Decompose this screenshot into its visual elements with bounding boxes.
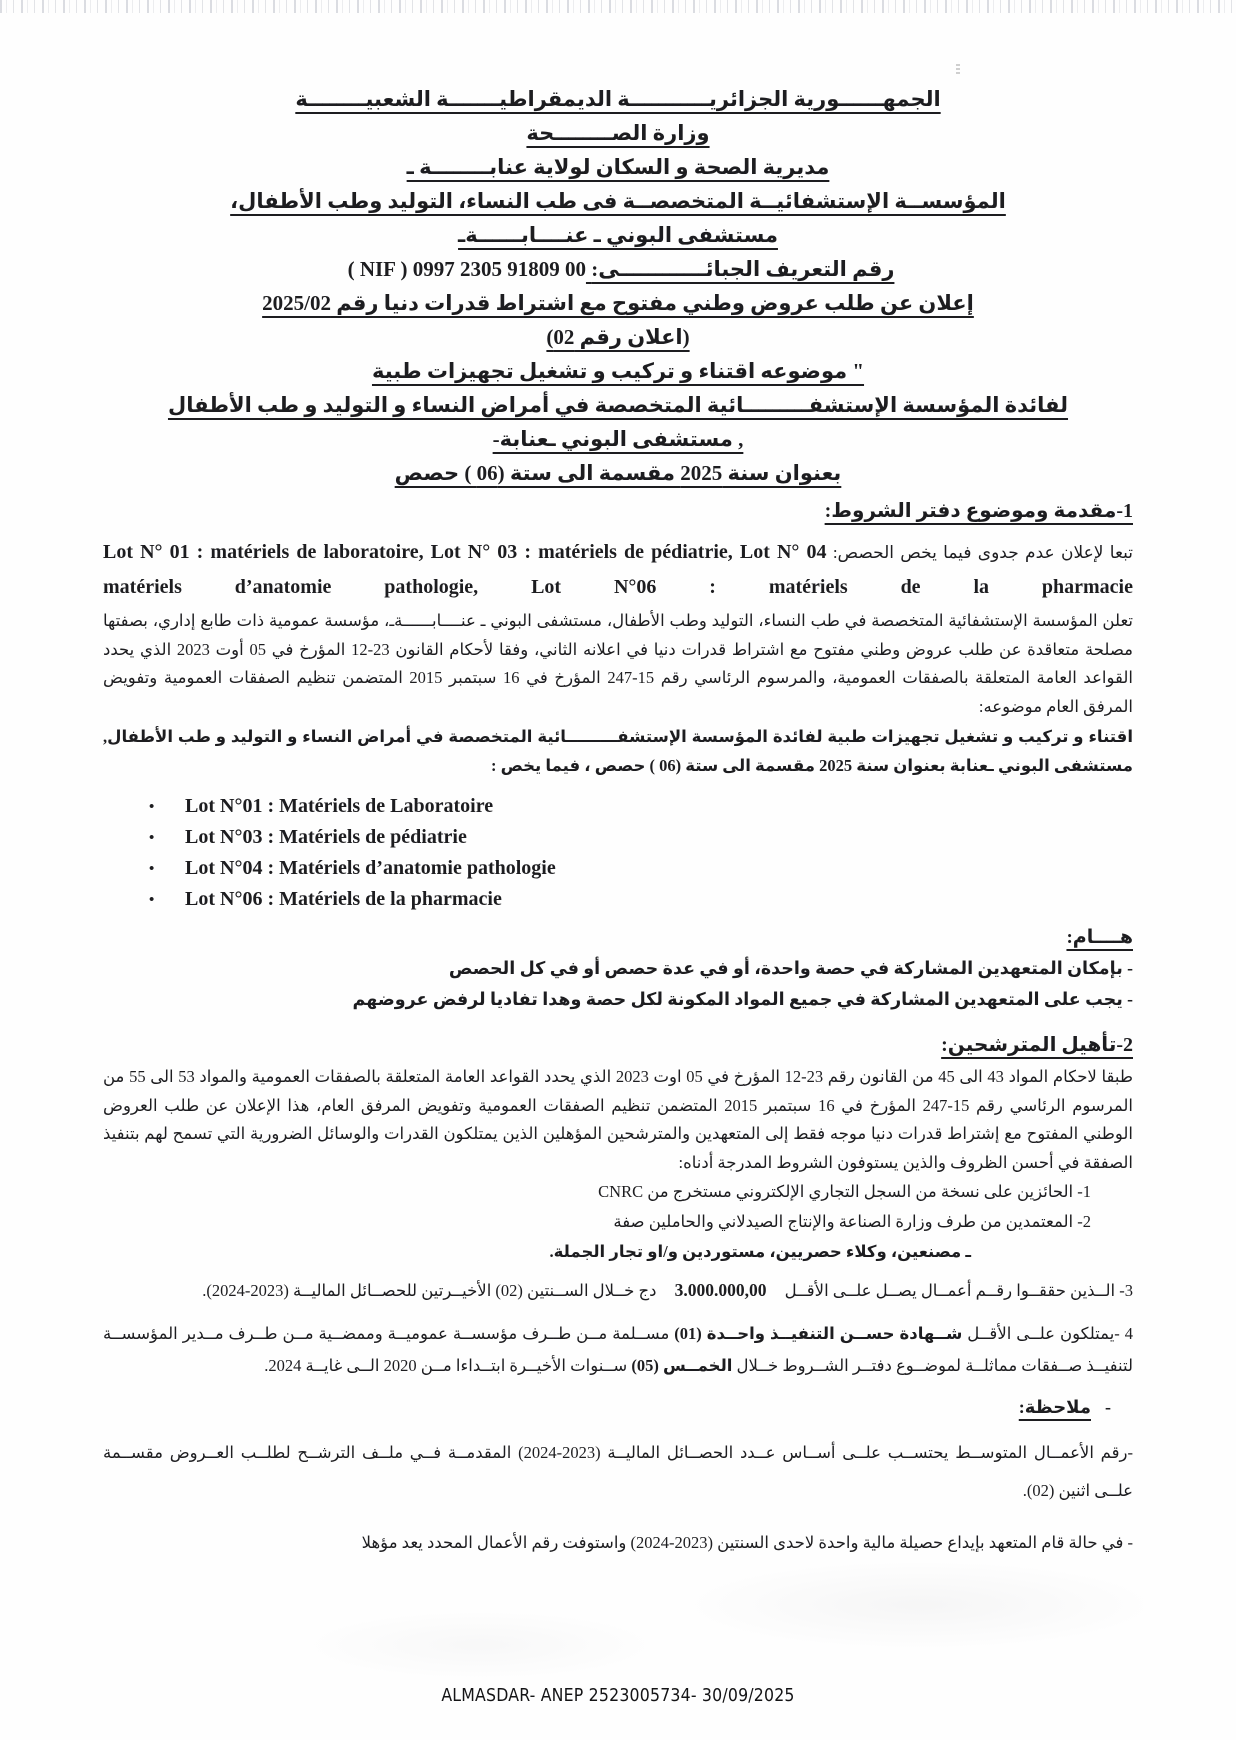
item3-text-start: 3- الــذين حققــوا رقــم أعمــال يصــل علــى الأقــل <box>784 1281 1133 1300</box>
lot-item-01 <box>149 791 1133 822</box>
remark-heading <box>103 1392 1133 1422</box>
tax-id-label: رقم التعريف الجبائــــــــــــى: <box>591 257 895 281</box>
important-note-1: - بإمكان المتعهدين المشاركة في حصة واحدة، أو في عدة حصص أو في كل الحصص <box>448 958 1133 978</box>
bullet-icon: • <box>149 799 155 815</box>
item4-text-mid: مســلمة مــن طــرف مؤسســة عموميــة وممضــية مــن طــرف مــدير المؤسســة لتنفيــذ صــفقات مماثلــة لموضــوع دفتــر الشــروط خــلال <box>103 1324 1133 1375</box>
lot-item-label: Lot N°06 : Matériels de la pharmacie <box>185 888 502 910</box>
header-ministry-line: وزارة الصــــــــحة <box>526 121 710 145</box>
section1-intro-french-lots: Lot N° 01 : matériels de laboratoire, Lot N° 03 : matériels de pédiatrie, Lot N° 04 matériels d’anatomie pathologie, Lot N°06 : matériels de la pharmacie <box>103 541 1133 598</box>
scan-smudge-artifact <box>300 1610 660 1680</box>
qualification-item-1: 1- الحائزين على نسخة من السجل التجاري الإلكتروني مستخرج من CNRC <box>598 1182 1091 1201</box>
qualification-item-4 <box>103 1318 1133 1382</box>
lot-item-label: Lot N°01 : Matériels de Laboratoire <box>185 795 494 817</box>
section2-title: 2-تأهيل المترشحين: <box>941 1034 1133 1056</box>
section1-title: 1-مقدمة وموضوع دفتر الشروط: <box>824 500 1133 522</box>
anep-footer-line: ALMASDAR- ANEP 2523005734- 30/09/2025 <box>441 1686 795 1706</box>
important-block <box>103 923 1133 1015</box>
bullet-icon: • <box>149 892 155 908</box>
section2-body-paragraph: طبقا لاحكام المواد 43 الى 45 من القانون رقم 23-12 المؤرخ في 05 اوت 2023 الذي يحدد القواعد العامة المتعلقة بالصفقات العمومية والمواد 53 الى 55 من المرسوم الرئاسي رقم 15-247 المؤرخ في 16 سبتمبر 2015 المتضمن تنظيم الصفقات العمومية وتفويض المرفق العام، هذا الإعلان عن طلب العروض الوطني المفتوح مع إشتراط قدرات دنيا موجه فقط إلى المتعهدين والمترشحين المؤهلين الذين يمتلكون القدرات والوسائل الضرورية التي تسمح لهم بتنفيذ الصفقة في أحسن الظروف والذين يستوفون الشروط المدرجة أدناه: <box>103 1067 1134 1172</box>
qualification-item-2-sub: ـ مصنعين، وكلاء حصريين، مستوردين و/او تجار الجملة. <box>549 1242 971 1261</box>
qualification-item-3 <box>103 1275 1133 1306</box>
lot-item-06 <box>149 884 1133 915</box>
qualification-item-2: 2- المعتمدين من طرف وزارة الصناعة والإنتاج الصيدلاني والحاملين صفة <box>613 1212 1091 1231</box>
qualification-list <box>103 1177 1133 1267</box>
announcement-beneficiary-line: لفائدة المؤسسة الإستشفـــــــــائية المتخصصة في أمراض النساء و التوليد و طب الأطفال <box>167 393 1069 417</box>
item4-text-end: ســنوات الأخيــرة ابتــداءا مــن 2020 الــى غايــة 2024. <box>264 1356 628 1375</box>
important-note-2: - يجب على المتعهدين المشاركة في جميع المواد المكونة لكل حصة وهدا تفاديا لرفض عروضهم <box>352 989 1133 1009</box>
section1-intro-arabic: تبعا لإعلان عدم جدوى فيما يخص الحصص: <box>832 543 1134 562</box>
bullet-icon: • <box>149 861 155 877</box>
announcement-hospital-line: , مستشفى البوني ـعنابة- <box>492 427 744 451</box>
important-title: هــــام: <box>1066 927 1133 948</box>
scan-edge-artifact <box>0 0 1236 13</box>
remark-dash: - <box>1105 1397 1111 1417</box>
scan-smudge-artifact <box>680 1560 1160 1650</box>
remark-title: ملاحظة: <box>1018 1397 1091 1417</box>
announcement-title-line: إعلان عن طلب عروض وطني مفتوح مع اشتراط قدرات دنيا رقم 2025/02 <box>262 291 974 315</box>
section1-body-paragraph: تعلن المؤسسة الإستشفائية المتخصصة في طب النساء، التوليد وطب الأطفال، مستشفى البوني ـ عنــــابــــــةـ، مؤسسة عمومية ذات طابع إداري، بصفتها مصلحة متعاقدة عن طلب عروض وطني مفتوح مع اشتراط قدرات دنيا في اعلانه الثاني، وفقا لأحكام القانون 23-12 المؤرخ في 05 أوت 2023 الذي يحدد القواعد العامة المتعلقة بالصفقات العمومية، والمرسوم الرئاسي رقم 15-247 المؤرخ في 16 سبتمبر 2015 المتضمن تنظيم الصفقات العمومية وتفويض المرفق العام موضوعه: <box>103 611 1133 716</box>
header-directorate-line: مديرية الصحة و السكان لولاية عنابــــــــة ـ <box>406 155 830 179</box>
lot-item-04 <box>149 853 1133 884</box>
section1-intro-paragraph <box>103 535 1133 605</box>
tax-id-line <box>103 252 1133 286</box>
lot-item-label: Lot N°04 : Matériels d’anatomie pathologie <box>185 857 556 879</box>
announcement-subject-line: " موضوعه اقتناء و تركيب و تشغيل تجهيزات طبية <box>371 359 865 383</box>
item4-text-start: 4 -يمتلكون علــى الأقــل <box>967 1324 1133 1343</box>
tax-id-value: ( NIF ) 0997 2305 91809 00 <box>347 257 586 281</box>
section1-object-paragraph: اقتناء و تركيب و تشغيل تجهيزات طبية لفائدة المؤسسة الإستشفـــــــــائية المتخصصة في أمراض النساء و التوليد و طب الأطفال, مستشفى البوني ـعنابة بعنوان سنة 2025 مقسمة الى ستة (06 ) حصص ، فيما يخص : <box>103 727 1133 775</box>
item4-certificate-bold: شــهادة حســن التنفيــذ واحــدة (01) <box>674 1324 963 1343</box>
item4-five-years-bold: الخمــس (05) <box>631 1356 733 1375</box>
bullet-icon: • <box>149 830 155 846</box>
header-institution-line: المؤسســة الإستشفائيــة المتخصصــة فى طب النساء، التوليد وطب الأطفال، <box>230 189 1006 213</box>
lot-item-label: Lot N°03 : Matériels de pédiatrie <box>185 826 467 848</box>
lot-item-03 <box>149 822 1133 853</box>
announcement-year-line: بعنوان سنة 2025 مقسمة الى ستة (06 ) حصص <box>394 461 842 485</box>
item3-text-end: دج خــلال الســنتين (02) الأخيــرتين للحصــائل الماليــة (2023-2024). <box>202 1281 657 1300</box>
scan-speck-artifact <box>956 64 960 74</box>
document-body <box>103 0 1133 1562</box>
remark-note-1: -رقم الأعمــال المتوســط يحتســب علــى أســاس عــدد الحصــائل الماليــة (2023-2024) المقدمــة فــي ملــف الترشــح لطلــب العــروض مقســمة علــى اثنين (02). <box>103 1443 1134 1500</box>
announcement-number-line: (اعلان رقم 02) <box>546 325 690 349</box>
remark-note-2: - في حالة قام المتعهد بإيداع حصيلة مالية واحدة لاحدى السنتين (2023-2024) واستوفت رقم الأعمال المحدد يعد مؤهلا <box>361 1533 1133 1552</box>
item3-minimum-turnover-amount: 3.000.000,00 <box>674 1280 767 1300</box>
header-hospital-line: مستشفى البوني ـ عنــــابــــــةـ <box>458 223 778 247</box>
lots-list <box>103 791 1133 915</box>
header-republic-line: الجمهــــــورية الجزائريـــــــــــة الديمقراطيـــــــة الشعبيــــــــة <box>295 87 941 111</box>
